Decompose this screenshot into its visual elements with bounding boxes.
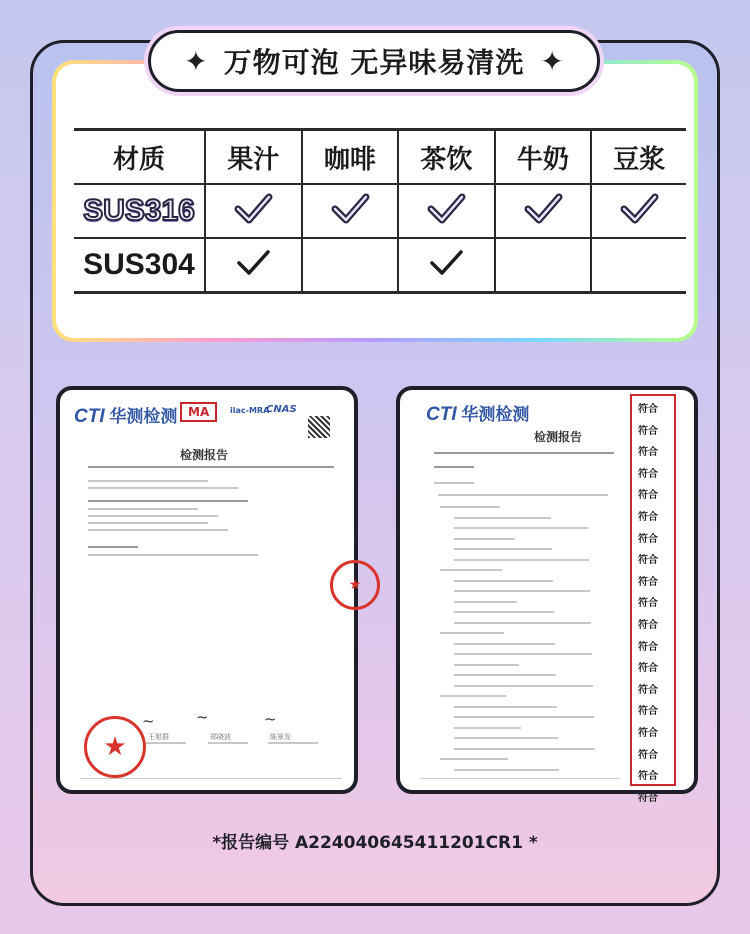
material-sus316: SUS316 bbox=[74, 184, 205, 238]
result-conforms-label: 符合 bbox=[638, 490, 658, 502]
result-conforms-label: 符合 bbox=[638, 468, 658, 480]
cnas-mark: CNAS bbox=[266, 404, 297, 415]
checkmark-icon bbox=[426, 192, 466, 226]
signature-3: ~ bbox=[264, 710, 277, 728]
table-row bbox=[74, 238, 686, 293]
result-conforms-label: 符合 bbox=[638, 728, 658, 739]
header-coffee: 咖啡 bbox=[302, 130, 399, 185]
table-row bbox=[74, 184, 686, 238]
header-milk: 牛奶 bbox=[495, 130, 592, 185]
checkmark-icon bbox=[233, 246, 273, 280]
result-conforms-label: 符合 bbox=[638, 684, 658, 696]
sparkle-left-icon: ✦ bbox=[184, 44, 208, 78]
test-report-results bbox=[396, 386, 698, 804]
table-header-row bbox=[74, 130, 686, 185]
result-conforms-label: 符合 bbox=[638, 598, 658, 610]
report-title: 检测报告 bbox=[534, 430, 583, 444]
ilac-mark: ilac-MRA bbox=[230, 406, 270, 415]
signatory-name-2: 郑晓波 bbox=[210, 733, 231, 741]
title-banner bbox=[148, 30, 600, 92]
cell-304-soymilk bbox=[591, 238, 686, 293]
cell-304-juice bbox=[205, 238, 302, 293]
result-conforms-label: 符合 bbox=[638, 404, 658, 415]
cma-mark: MA bbox=[180, 402, 217, 422]
result-conforms-label: 符合 bbox=[638, 512, 658, 523]
report-title: 检测报告 bbox=[180, 448, 229, 462]
qr-code-icon bbox=[308, 416, 330, 438]
checkmark-icon bbox=[330, 192, 370, 226]
cell-316-soymilk bbox=[591, 184, 686, 238]
cell-304-tea bbox=[398, 238, 495, 293]
page-title: 万物可泡 无异味易清洗 bbox=[223, 46, 525, 79]
result-conforms-label: 符合 bbox=[638, 641, 658, 653]
signature-1: ~ bbox=[142, 712, 155, 730]
signatory-name-3: 陈景发 bbox=[270, 733, 291, 741]
header-material: 材质 bbox=[74, 130, 205, 185]
cell-304-coffee bbox=[302, 238, 399, 293]
official-seal-icon: ★ bbox=[84, 716, 146, 778]
result-conforms-label: 符合 bbox=[638, 533, 658, 545]
result-conforms-label: 符合 bbox=[638, 576, 658, 588]
checkmark-icon bbox=[426, 246, 466, 280]
result-conforms-label: 符合 bbox=[638, 447, 658, 459]
signature-2: ~ bbox=[196, 708, 209, 726]
header-soymilk: 豆浆 bbox=[591, 130, 686, 185]
checkmark-icon bbox=[619, 192, 659, 226]
checkmark-icon bbox=[233, 192, 273, 226]
result-conforms-label: 符合 bbox=[638, 706, 658, 718]
sparkle-right-icon: ✦ bbox=[540, 44, 564, 78]
cell-316-juice bbox=[205, 184, 302, 238]
result-conforms-label: 符合 bbox=[638, 771, 658, 783]
checkmark-icon bbox=[523, 192, 563, 226]
result-conforms-label: 符合 bbox=[638, 792, 658, 804]
signatory-name-1: 王旭群 bbox=[148, 733, 169, 741]
cell-316-coffee bbox=[302, 184, 399, 238]
result-conforms-label: 符合 bbox=[638, 749, 658, 761]
result-conforms-label: 符合 bbox=[638, 620, 658, 631]
test-report-cover bbox=[56, 386, 362, 794]
cell-316-tea bbox=[398, 184, 495, 238]
result-conforms-label: 符合 bbox=[638, 663, 658, 675]
report-number: *报告编号 A224040645411201CR1 * bbox=[212, 833, 538, 853]
result-conforms-label: 符合 bbox=[638, 425, 658, 437]
header-tea: 茶饮 bbox=[398, 130, 495, 185]
cell-304-milk bbox=[495, 238, 592, 293]
result-conforms-label: 符合 bbox=[638, 555, 658, 567]
cell-316-milk bbox=[495, 184, 592, 238]
material-comparison-table bbox=[74, 128, 686, 294]
header-juice: 果汁 bbox=[205, 130, 302, 185]
material-comparison-panel bbox=[52, 60, 698, 342]
side-seal-icon: ★ bbox=[330, 560, 380, 610]
cti-logo: CTI 华测检测 bbox=[426, 404, 530, 425]
material-sus304: SUS304 bbox=[74, 238, 205, 293]
cti-logo: CTI 华测检测 bbox=[74, 406, 178, 427]
